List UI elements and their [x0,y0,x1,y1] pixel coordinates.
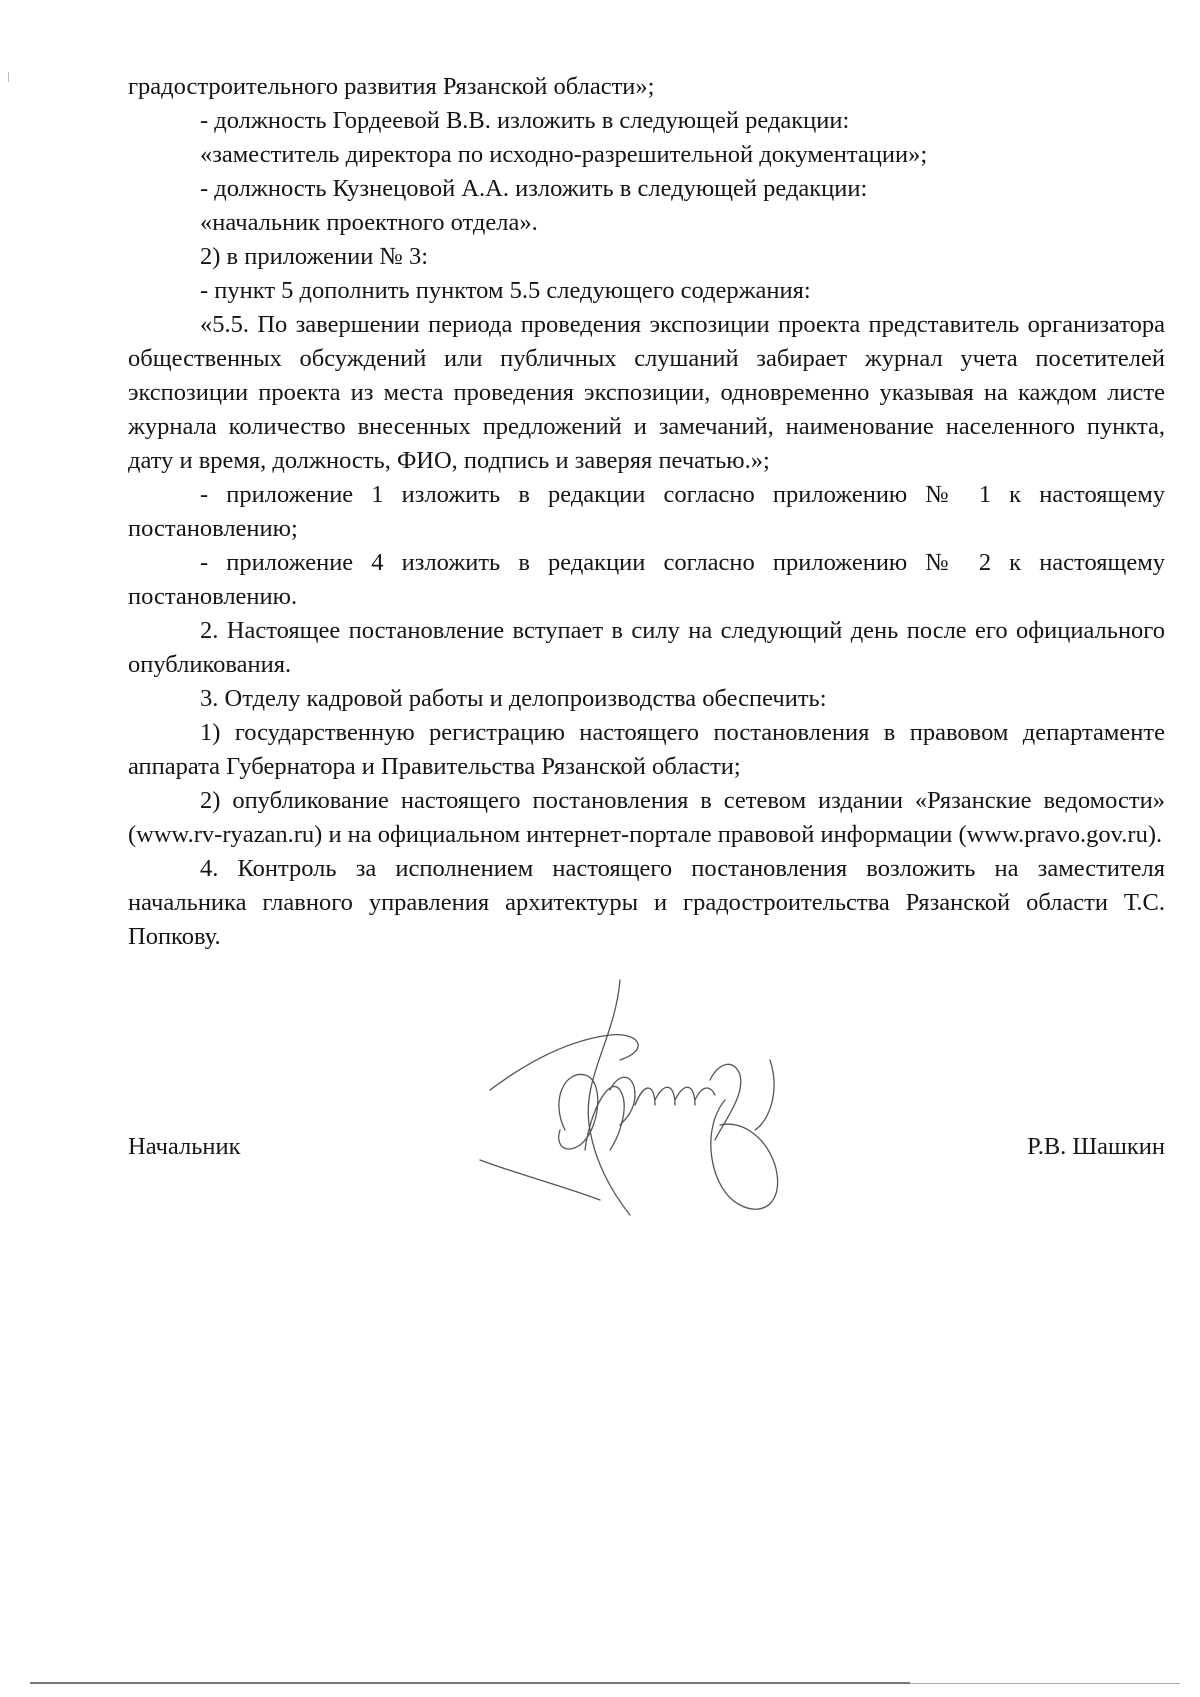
scan-edge-line [910,1683,1180,1684]
paragraph: «заместитель директора по исходно-разрешительной документации»; [200,141,928,168]
paragraph: 2. Настоящее постановление вступает в силу на следующий день после его официального опубликования. [128,617,1165,678]
paragraph: 2) в приложении № 3: [200,243,429,270]
scan-mark [8,72,9,82]
paragraph: 3. Отделу кадровой работы и делопроизводства обеспечить: [200,685,827,712]
paragraph: градостроительного развития Рязанской области»; [128,73,655,100]
paragraph: - должность Гордеевой В.В. изложить в следующей редакции: [200,107,850,134]
paragraph: - приложение 4 изложить в редакции согласно приложению № 2 к настоящему постановлению. [128,549,1165,610]
paragraph: - пункт 5 дополнить пунктом 5.5 следующего содержания: [200,277,811,304]
paragraph: «5.5. По завершении периода проведения экспозиции проекта представитель организатора общественных обсуждений или публичных слушаний забирает журнал учета посетителей экспозиции проекта из места проведения экспозиции, одновременно указывая на каждом листе журнала количество внесенных предложений и замечаний, наименование населенного пункта, дату и время, должность, ФИО, подпись и заверяя печатью.»; [128,311,1165,474]
scan-edge-line [30,1682,910,1684]
paragraph: 4. Контроль за исполнением настоящего постановления возложить на заместителя начальника главного управления архитектуры и градостроительства Рязанской области Т.С. Попкову. [128,855,1165,950]
signer-name: Р.В. Шашкин [1027,1133,1165,1160]
paragraph: - приложение 1 изложить в редакции согласно приложению № 1 к настоящему постановлению; [128,481,1165,542]
signer-position: Начальник [128,1133,241,1160]
signature-row [128,1130,1165,1170]
handwritten-signature [470,960,830,1260]
paragraph: 2) опубликование настоящего постановления в сетевом издании «Рязанские ведомости» (www.rv-ryazan.ru) и на официальном интернет-портале правовой информации (www.pravo.gov.ru). [128,787,1165,848]
paragraph: - должность Кузнецовой А.А. изложить в следующей редакции: [200,175,868,202]
paragraph: «начальник проектного отдела». [200,209,538,236]
document-body [128,70,1165,954]
paragraph: 1) государственную регистрацию настоящего постановления в правовом департаменте аппарата Губернатора и Правительства Рязанской области; [128,719,1165,780]
